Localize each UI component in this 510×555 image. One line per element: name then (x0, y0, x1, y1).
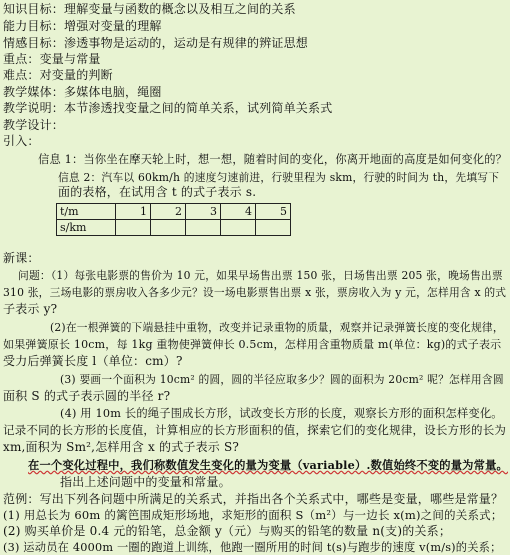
variable-definition: 在一个变化过程中，我们称数值发生变化的量为变量（variable）.数值始终不变的量为常量。 (28, 458, 508, 472)
question-4-line-1: (4) 用 10m 长的绳子围成长方形，试改变长方形的长度，观察长方形的面积怎样变化。 (60, 407, 503, 420)
info-2-line-1: 信息 2：汽车以 60km/h 的速度匀速前进，行驶里程为 skm，行驶的时间为 th，先填写下 (58, 171, 500, 184)
new-lesson-heading: 新课： (3, 251, 40, 265)
example-2: (2) 购买单价是 0.4 元的铅笔，总金额 y（元）与购买的铅笔的数量 n(支)的关系； (3, 524, 452, 538)
table-row (57, 220, 291, 236)
question-1-line-1: 问题：（1）每张电影票的售价为 10 元，如果早场售出票 150 张，日场售出票 205 张，晚场售出票 (18, 269, 503, 282)
table-cell (186, 220, 221, 236)
table-cell: 4 (221, 204, 256, 220)
question-1-line-3: 子表示 y? (3, 302, 58, 316)
table-cell: 1 (116, 204, 151, 220)
question-3-line-1: (3) 要画一个面积为 10cm² 的圆，圆的半径应取多少？圆的面积为 20cm² 呢？怎样用含圆 (60, 373, 504, 386)
question-2-line-3: 受力后弹簧长度 l（单位：cm）? (3, 354, 183, 368)
table-cell: 2 (151, 204, 186, 220)
intro-heading: 引入： (3, 134, 40, 148)
table-cell: 3 (186, 204, 221, 220)
emotion-goal: 情感目标：渗透事物是运动的，运动是有规律的辨证思想 (3, 36, 309, 50)
knowledge-goal: 知识目标：理解变量与函数的概念以及相互之间的关系 (3, 2, 296, 16)
teaching-note: 教学说明：本节渗透找变量之间的简单关系，试列简单关系式 (3, 101, 333, 115)
info-1: 信息 1：当你坐在摩天轮上时，想一想，随着时间的变化，你离开地面的高度是如何变化的？ (38, 153, 508, 166)
difficulty: 难点：对变量的判断 (3, 68, 113, 82)
question-2-line-1: (2)在一根弹簧的下端悬挂中重物，改变并记录重物的质量，观察并记录弹簧长度的变化规律， (50, 321, 504, 334)
question-4-line-3: xm,面积为 Sm²,怎样用含 x 的式子表示 S? (3, 440, 240, 454)
table-cell (151, 220, 186, 236)
table-cell: t/m (57, 204, 116, 220)
teaching-media: 教学媒体：多媒体电脑，绳圈 (3, 85, 162, 99)
table-cell (256, 220, 291, 236)
table-cell: s/km (57, 220, 116, 236)
question-4-line-2: 记录不同的长方形的长度值，计算相应的长方形面积的值，探索它们的变化规律，设长方形的长为 (3, 423, 507, 437)
exercise-instruction: 指出上述问题中的变量和常量。 (60, 475, 231, 489)
time-distance-table (56, 203, 291, 236)
table-row (57, 204, 291, 220)
example-3: (3) 运动员在 4000m 一圈的跑道上训练，他跑一圈所用的时间 t(s)与跑步的速度 v(m/s)的关系； (3, 541, 502, 554)
question-3-line-2: 面积 S 的式子表示圆的半径 r? (3, 389, 171, 403)
table-cell (116, 220, 151, 236)
question-2-line-2: 如果弹簧原长 10cm，每 1kg 重物使弹簧伸长 0.5cm，怎样用含重物质量 m(单位：kg)的式子表示 (3, 338, 502, 351)
ability-goal: 能力目标：增强对变量的理解 (3, 19, 162, 33)
question-1-line-2: 310 张，三场电影的票房收入各多少元？设一场电影票售出票 x 张，票房收入为 y 元，怎样用含 x 的式 (3, 286, 507, 299)
table-cell (221, 220, 256, 236)
table-cell: 5 (256, 204, 291, 220)
example-1: (1) 用总长为 60m 的篱笆围成矩形场地，求矩形的面积 S（m²）与一边长 x(m)之间的关系式； (3, 508, 503, 522)
key-point: 重点：变量与常量 (3, 52, 101, 66)
example-heading: 范例：写出下列各问题中所满足的关系式，并指出各个关系式中，哪些是变量，哪些是常量？ (3, 492, 504, 506)
teaching-design-heading: 教学设计： (3, 118, 65, 132)
info-2-line-2: 面的表格，在试用含 t 的式子表示 s. (58, 185, 257, 199)
